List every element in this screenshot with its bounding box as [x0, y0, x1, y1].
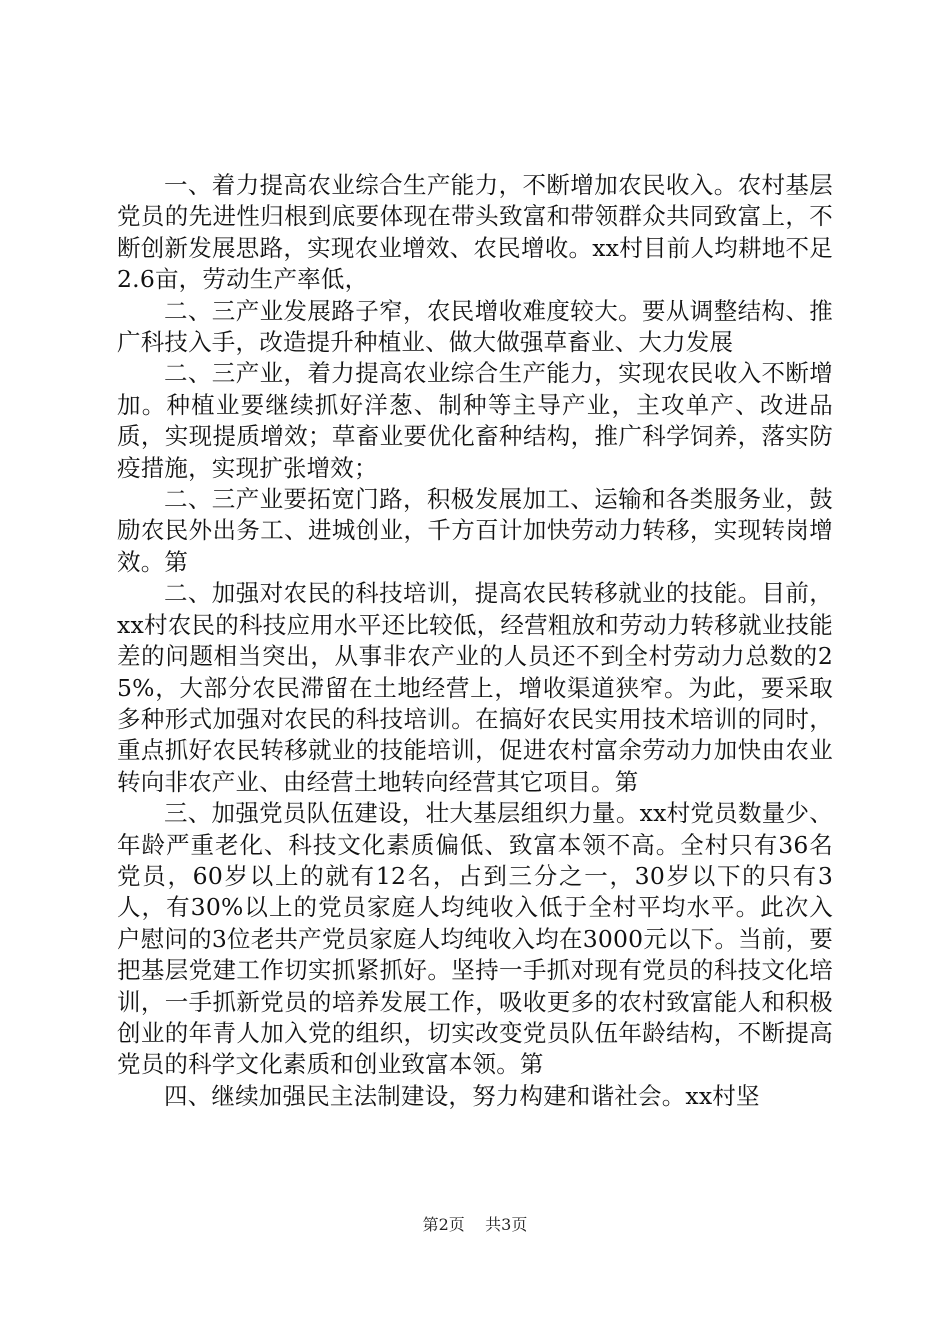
paragraph-4: 二、三产业要拓宽门路，积极发展加工、运输和各类服务业，鼓励农民外出务工、进城创业，千方百计加快劳动力转移，实现转岗增效。第 — [117, 485, 833, 576]
document-body — [117, 170, 833, 1112]
paragraph-2: 二、三产业发展路子窄，农民增收难度较大。要从调整结构、推广科技入手，改造提升种植业、做大做强草畜业、大力发展 — [117, 296, 833, 357]
paragraph-6: 三、加强党员队伍建设，壮大基层组织力量。xx村党员数量少、年龄严重老化、科技文化素质偏低、致富本领不高。全村只有36名党员，60岁以上的就有12名，占到三分之一，30岁以下的只有3人，有30%以上的党员家庭人均纯收入低于全村平均水平。此次入户慰问的3位老共产党员家庭人均纯收入均在3000元以下。当前，要把基层党建工作切实抓紧抓好。坚持一手抓对现有党员的科技文化培训，一手抓新党员的培养发展工作，吸收更多的农村致富能人和积极创业的年青人加入党的组织，切实改变党员队伍年龄结构，不断提高党员的科学文化素质和创业致富本领。第 — [117, 799, 833, 1079]
page-total: 共3页 — [485, 1215, 528, 1234]
page-number: 第2页 — [422, 1215, 465, 1234]
paragraph-3: 二、三产业，着力提高农业综合生产能力，实现农民收入不断增加。种植业要继续抓好洋葱、制种等主导产业，主攻单产、改进品质，实现提质增效；草畜业要优化畜种结构，推广科学饲养，落实防疫措施，实现扩张增效； — [117, 359, 833, 482]
paragraph-7: 四、继续加强民主法制建设，努力构建和谐社会。xx村坚 — [164, 1081, 760, 1110]
paragraph-5: 二、加强对农民的科技培训，提高农民转移就业的技能。目前，xx村农民的科技应用水平还比较低，经营粗放和劳动力转移就业技能差的问题相当突出，从事非农产业的人员还不到全村劳动力总数的25%，大部分农民滞留在土地经营上，增收渠道狭窄。为此，要采取多种形式加强对农民的科技培训。在搞好农民实用技术培训的同时，重点抓好农民转移就业的技能培训，促进农村富余劳动力加快由农业转向非农产业、由经营土地转向经营其它项目。第 — [117, 579, 833, 796]
paragraph-1: 一、着力提高农业综合生产能力，不断增加农民收入。农村基层党员的先进性归根到底要体现在带头致富和带领群众共同致富上，不断创新发展思路，实现农业增效、农民增收。xx村目前人均耕地不足2.6亩，劳动生产率低， — [117, 171, 833, 294]
page-footer — [0, 1215, 950, 1235]
